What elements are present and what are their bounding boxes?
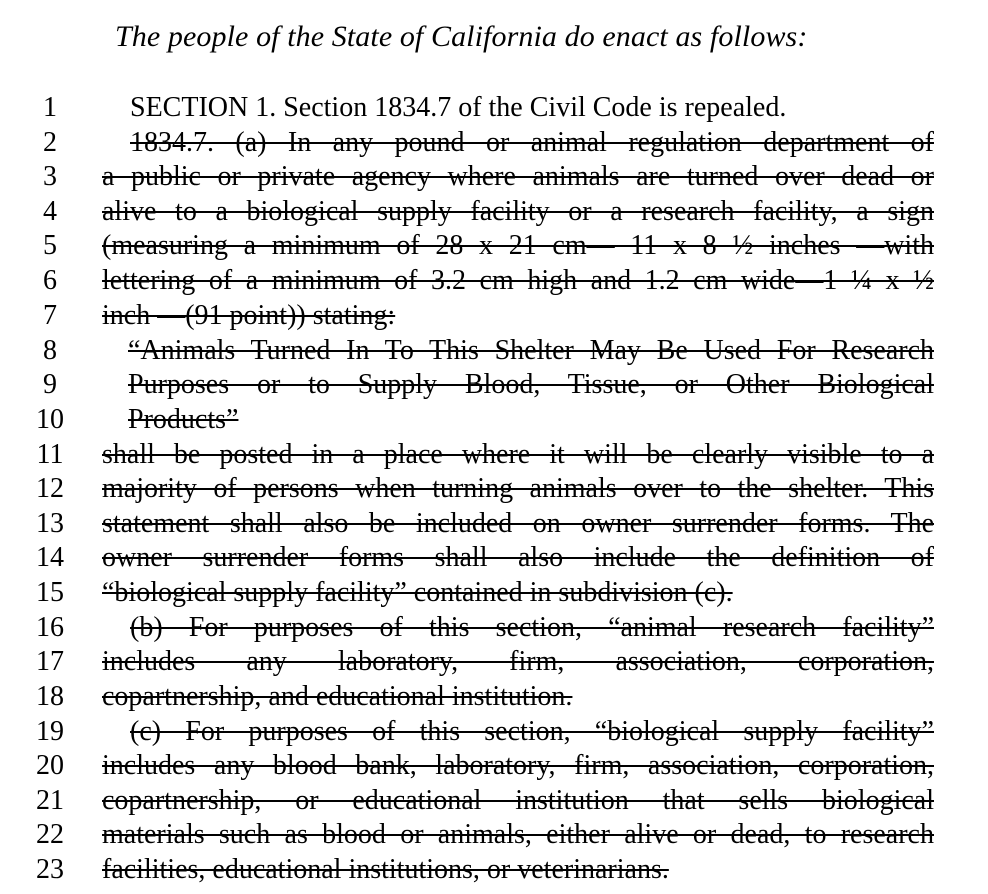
line-number: 16: [36, 612, 64, 643]
struck-text: copartnership, and educational institution.: [102, 681, 573, 712]
line-number: 2: [43, 127, 57, 158]
cut-off-next-line: [100, 878, 920, 894]
line-number: 5: [43, 230, 57, 261]
struck-text: includes any laboratory, firm, association, corporation,: [102, 646, 934, 677]
line-number: 13: [36, 508, 64, 539]
struck-text: alive to a biological supply facility or a research facility, a sign: [102, 196, 934, 227]
line-number: 20: [36, 750, 64, 781]
struck-text: lettering of a minimum of 3.2 cm high and 1.2 cm wide—1 ¼ x ½: [102, 265, 934, 296]
struck-text: Purposes or to Supply Blood, Tissue, or Other Biological: [128, 369, 934, 400]
struck-text: inch —(91 point)) stating:: [102, 300, 396, 331]
line-number: 12: [36, 473, 64, 504]
line-number: 22: [36, 819, 64, 850]
struck-text: (measuring a minimum of 28 x 21 cm— 11 x 8 ½ inches —with: [102, 230, 934, 261]
line-number: 9: [43, 369, 57, 400]
line-number: 18: [36, 681, 64, 712]
struck-text: copartnership, or educational institution that sells biological: [102, 785, 934, 816]
struck-text: (c) For purposes of this section, “biological supply facility”: [130, 716, 934, 747]
struck-text: “biological supply facility” contained in subdivision (c).: [102, 577, 733, 608]
struck-text: “Animals Turned In To This Shelter May Be Used For Research: [128, 335, 934, 366]
line-number: 3: [43, 161, 57, 192]
struck-text: shall be posted in a place where it will be clearly visible to a: [102, 439, 934, 470]
struck-text: includes any blood bank, laboratory, firm, association, corporation,: [102, 750, 934, 781]
struck-text: a public or private agency where animals are turned over dead or: [102, 161, 934, 192]
line-number: 14: [36, 542, 64, 573]
line-number: 15: [36, 577, 64, 608]
line-number: 23: [36, 854, 64, 885]
struck-text: (b) For purposes of this section, “animal research facility”: [130, 612, 934, 643]
struck-text: facilities, educational institutions, or veterinarians.: [102, 854, 669, 885]
line-number: 7: [43, 300, 57, 331]
struck-text: majority of persons when turning animals over to the shelter. This: [102, 473, 934, 504]
line-number: 10: [36, 404, 64, 435]
line-number: 6: [43, 265, 57, 296]
line-number: 17: [36, 646, 64, 677]
line-number: 21: [36, 785, 64, 816]
struck-text: statement shall also be included on owner surrender forms. The: [102, 508, 934, 539]
line-number: 8: [43, 335, 57, 366]
struck-text: Products”: [128, 404, 239, 435]
struck-text: materials such as blood or animals, either alive or dead, to research: [102, 819, 934, 850]
line-number: 4: [43, 196, 57, 227]
line-number: 1: [43, 92, 57, 123]
line-number: 11: [36, 439, 64, 470]
enacting-clause: The people of the State of California do enact as follows:: [115, 20, 808, 53]
struck-text: owner surrender forms shall also include the definition of: [102, 542, 934, 573]
section-heading: SECTION 1. Section 1834.7 of the Civil Code is repealed.: [130, 92, 787, 123]
struck-text: 1834.7. (a) In any pound or animal regulation department of: [130, 127, 934, 158]
line-number: 19: [36, 716, 64, 747]
